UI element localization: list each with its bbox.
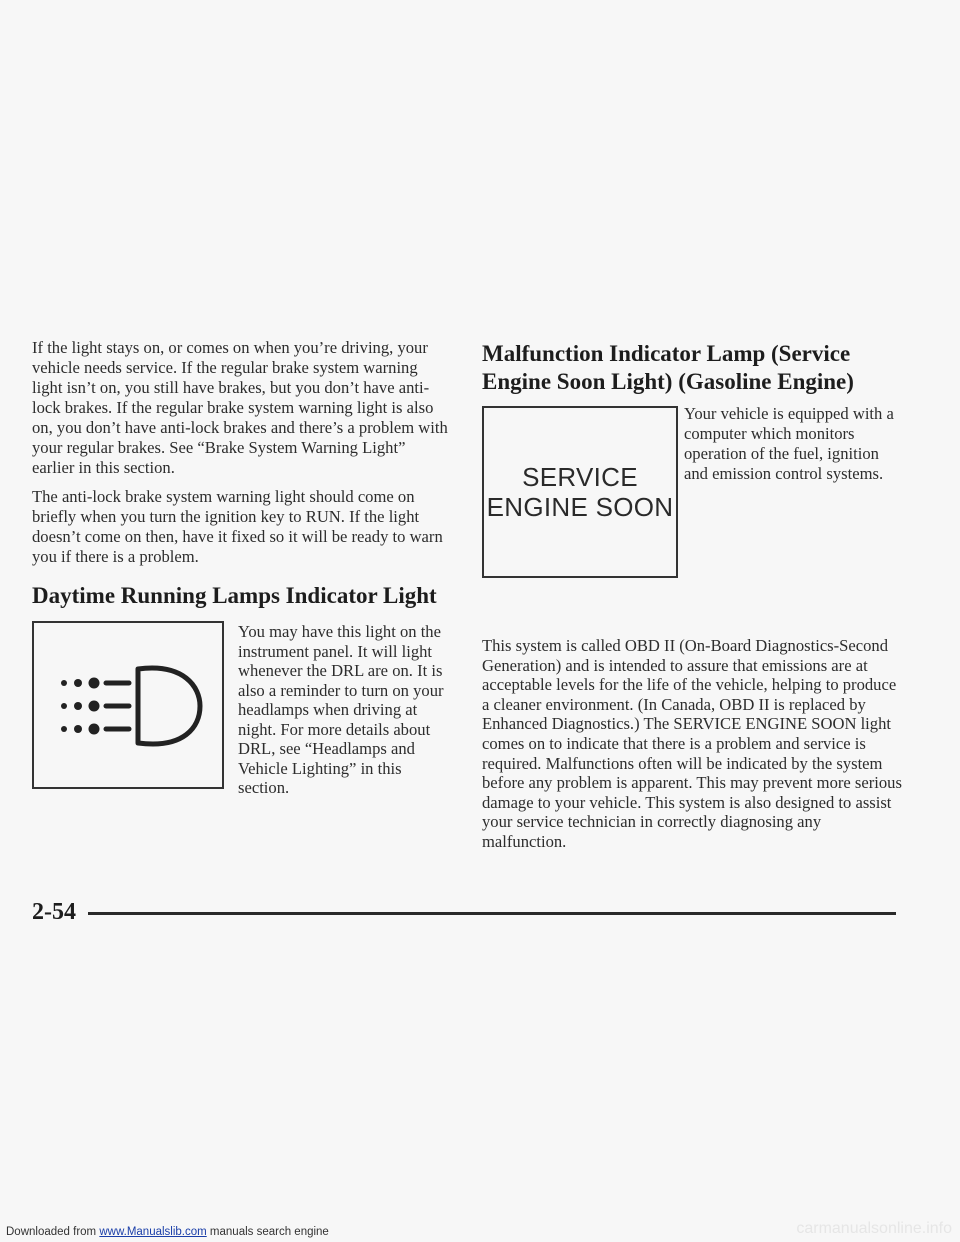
left-column: [32, 338, 448, 567]
manualslib-link[interactable]: www.Manualslib.com: [99, 1226, 207, 1238]
indicator-line-2: ENGINE SOON: [486, 492, 674, 522]
mil-body-paragraph: This system is called OBD II (On-Board Diagnostics-Second Generation) and is intended to assure that emissions are at acceptable levels for the life of the vehicle, helping to produce a cleaner environment. (In Canada, OBD II is replaced by Enhanced Diagnostics.) The SERVICE ENGINE SOON light comes on to indicate that there is a problem and service is required. Malfunctions often will be indicated by the system before any problem is apparent. This may prevent more serious damage to your vehicle. This system is also designed to assist your service technician in correctly diagnosing any malfunction.: [482, 636, 902, 851]
drl-indicator-box: [32, 621, 224, 789]
mil-heading-line-1: Malfunction Indicator Lamp (Service: [482, 341, 851, 366]
mil-body-text: [482, 636, 902, 852]
mil-heading: [482, 340, 902, 396]
mil-heading-line-2: Engine Soon Light) (Gasoline Engine): [482, 369, 854, 394]
footer-rule: [88, 912, 896, 915]
abs-paragraph-2: The anti-lock brake system warning light should come on briefly when you turn the ignition key to RUN. If the light doesn’t come on then, have it fixed so it will be ready to warn you if there is a problem.: [32, 487, 443, 566]
drl-description: [238, 622, 450, 798]
service-engine-soon-indicator: [482, 406, 678, 578]
mil-side-text: [684, 404, 894, 484]
mil-side-paragraph: Your vehicle is equipped with a computer which monitors operation of the fuel, ignition and emission control systems.: [684, 404, 894, 483]
banner-suffix: manuals search engine: [209, 1226, 329, 1238]
banner-prefix: Downloaded from: [6, 1226, 97, 1238]
abs-paragraph-1: If the light stays on, or comes on when you’re driving, your vehicle needs service. If the regular brake system warning light isn’t on, you still have brakes, but you don’t have anti-lock brakes. If the regular brake system warning light is also on, you don’t have anti-lock brakes and there’s a problem with your regular brakes. See “Brake System Warning Light” earlier in this section.: [32, 338, 448, 477]
download-banner: [6, 1225, 329, 1239]
drl-indicator-icon: [34, 623, 222, 787]
drl-text: You may have this light on the instrument panel. It will light whenever the DRL are on. It is also a reminder to turn on your headlamps when driving at night. For more details about DRL, see “Headlamps and Vehicle Lighting” in this section.: [238, 622, 444, 797]
indicator-line-1: SERVICE: [522, 462, 638, 492]
drl-heading: Daytime Running Lamps Indicator Light: [32, 583, 437, 608]
watermark: carmanualsonline.info: [796, 1220, 952, 1237]
page-number: 2-54: [32, 899, 76, 925]
